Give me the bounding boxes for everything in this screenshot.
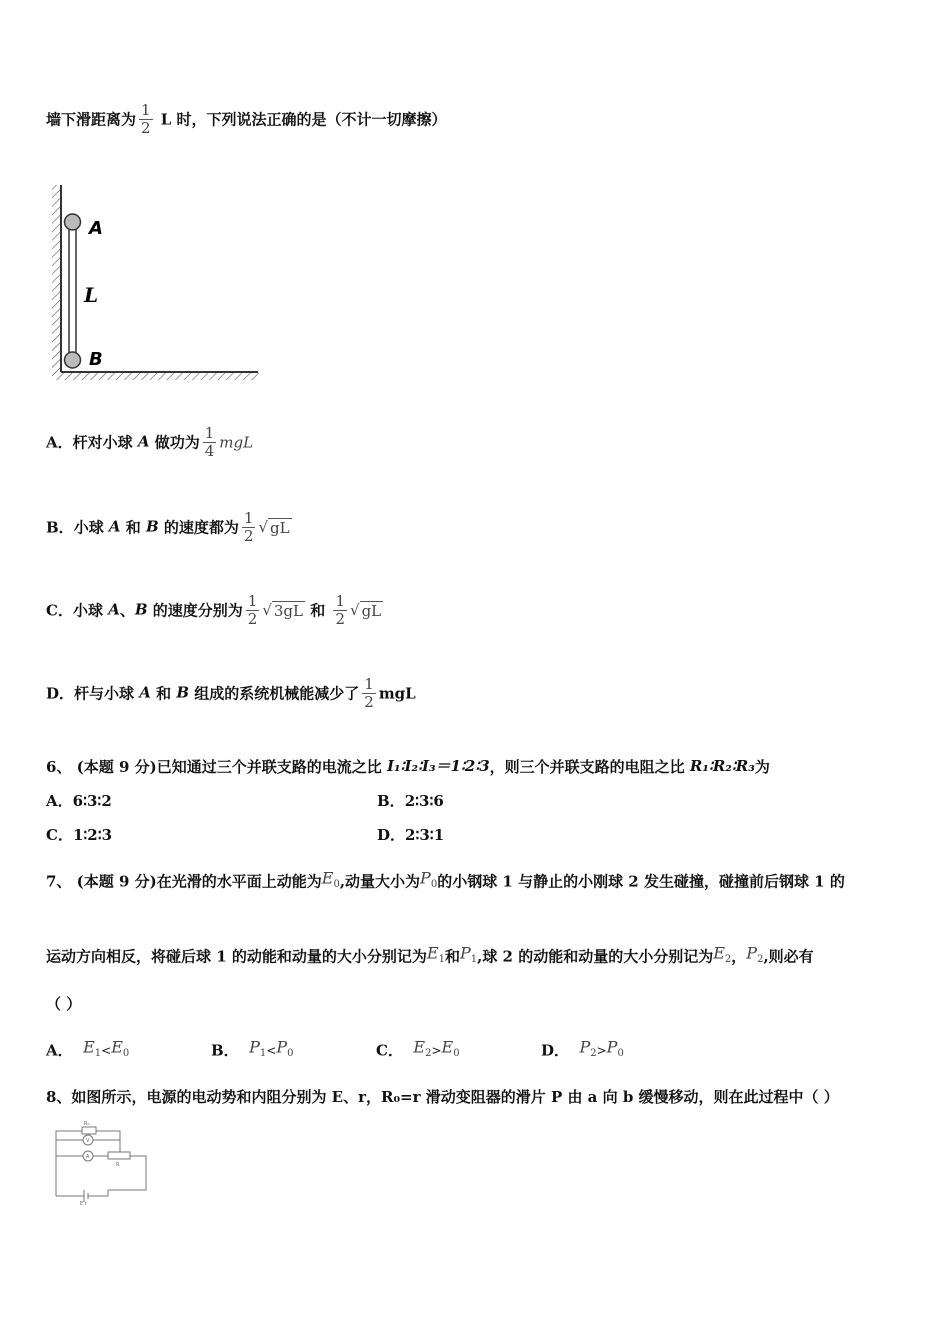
svg-text:E r: E r bbox=[80, 1201, 87, 1206]
wall-hatch bbox=[52, 185, 61, 380]
q6-option-c: C．1∶2∶3 bbox=[46, 826, 113, 844]
q6-option-b: B．2∶3∶6 bbox=[377, 792, 444, 810]
q7-stem-line-2: 运动方向相反，将碰后球 1 的动能和动量的大小分别记为$E_1$和$P_1$,球 2 的动能和动量的大小分别记为$E_2$，$P_2$,则必有 bbox=[46, 943, 814, 966]
option-d-fraction: $\frac{1}{2}$ bbox=[364, 675, 374, 711]
ball-a bbox=[65, 214, 81, 230]
option-b-fraction: $\frac{1}{2}$ bbox=[243, 509, 254, 545]
option-c-fraction-2: $\frac{1}{2}$ bbox=[335, 592, 346, 628]
option-a-mgl: mgL bbox=[219, 433, 254, 452]
symbol-p2: $P_2$ bbox=[746, 943, 764, 966]
q8-stem: 8、如图所示，电源的电动势和内阻分别为 E、r，R₀=r 滑动变阻器的滑片 P 由 a 向 b 缓慢移动，则在此过程中（ ） bbox=[46, 1088, 839, 1106]
symbol-e0: $E_0$ bbox=[321, 868, 340, 891]
svg-text:V: V bbox=[86, 1138, 90, 1144]
option-c-sqrt-1: √ 3gL bbox=[262, 601, 303, 620]
svg-text:R₀: R₀ bbox=[84, 1121, 90, 1127]
q6-option-d: D．2∶3∶1 bbox=[377, 826, 445, 844]
circuit-figure bbox=[48, 1118, 153, 1206]
option-b-sqrt: √ gL bbox=[258, 518, 290, 537]
option-a-fraction: $\frac{1}{4}$ bbox=[204, 424, 215, 460]
intro-suffix: L 时，下列说法正确的是（不计一切摩擦） bbox=[155, 110, 447, 129]
intro-line bbox=[46, 102, 447, 137]
rheostat bbox=[108, 1152, 130, 1159]
q7-option-b: B． $P_1<P_0$ bbox=[211, 1037, 294, 1060]
intro-prefix: 墙下滑距离为 bbox=[46, 110, 137, 129]
option-c-sqrt-2: √ gL bbox=[350, 601, 382, 620]
label-l: L bbox=[84, 283, 99, 307]
svg-text:R: R bbox=[116, 1162, 120, 1168]
floor-hatch bbox=[61, 372, 259, 380]
rod-wall-figure bbox=[44, 180, 264, 385]
symbol-e2: $E_2$ bbox=[713, 943, 732, 966]
q5-option-d: D．杆与小球 A 和 B 组成的系统机械能减少了 $\frac{1}{2}$ mgL bbox=[46, 675, 416, 711]
rod bbox=[69, 222, 76, 360]
symbol-e1: $E_1$ bbox=[426, 943, 445, 966]
symbol-p1: $P_1$ bbox=[459, 943, 478, 966]
intro-fraction: $\frac{1}{2}$ bbox=[141, 101, 151, 137]
resistor-r0 bbox=[82, 1127, 96, 1134]
q7-option-a: A． $E_1<E_0$ bbox=[46, 1037, 130, 1060]
symbol-p0: $P_0$ bbox=[420, 868, 438, 891]
option-c-fraction-1: $\frac{1}{2}$ bbox=[247, 592, 258, 628]
ball-b bbox=[65, 352, 81, 368]
svg-text:A: A bbox=[86, 1154, 90, 1160]
label-b: B bbox=[89, 349, 103, 370]
label-a: A bbox=[89, 218, 103, 239]
q6-stem: 6、 (本题 9 分)已知通过三个并联支路的电流之比 I₁∶I₂∶I₃＝1∶2∶3，则三个并联支路的电阻之比 R₁∶R₂∶R₃为 bbox=[46, 757, 770, 776]
q7-option-c: C． $E_2>E_0$ bbox=[376, 1037, 460, 1060]
q6-option-a: A．6∶3∶2 bbox=[46, 792, 112, 810]
q5-option-b: B．小球 A 和 B 的速度都为 $\frac{1}{2}$ √ gL bbox=[46, 509, 290, 545]
q5-option-c: C．小球 A、B 的速度分别为 $\frac{1}{2}$ √ 3gL 和 $\frac{1}{2}$ √ gL bbox=[46, 592, 382, 628]
q7-paren: （ ） bbox=[46, 995, 82, 1013]
q5-option-a: A．杆对小球 A 做功为 $\frac{1}{4}$ mgL bbox=[46, 424, 254, 460]
q7-option-d: D． $P_2>P_0$ bbox=[541, 1037, 624, 1060]
q7-stem-line-1: 7、 (本题 9 分)在光滑的水平面上动能为$E_0$,动量大小为$P_0$的小钢球 1 与静止的小刚球 2 发生碰撞，碰撞前后钢球 1 的 bbox=[46, 868, 845, 891]
